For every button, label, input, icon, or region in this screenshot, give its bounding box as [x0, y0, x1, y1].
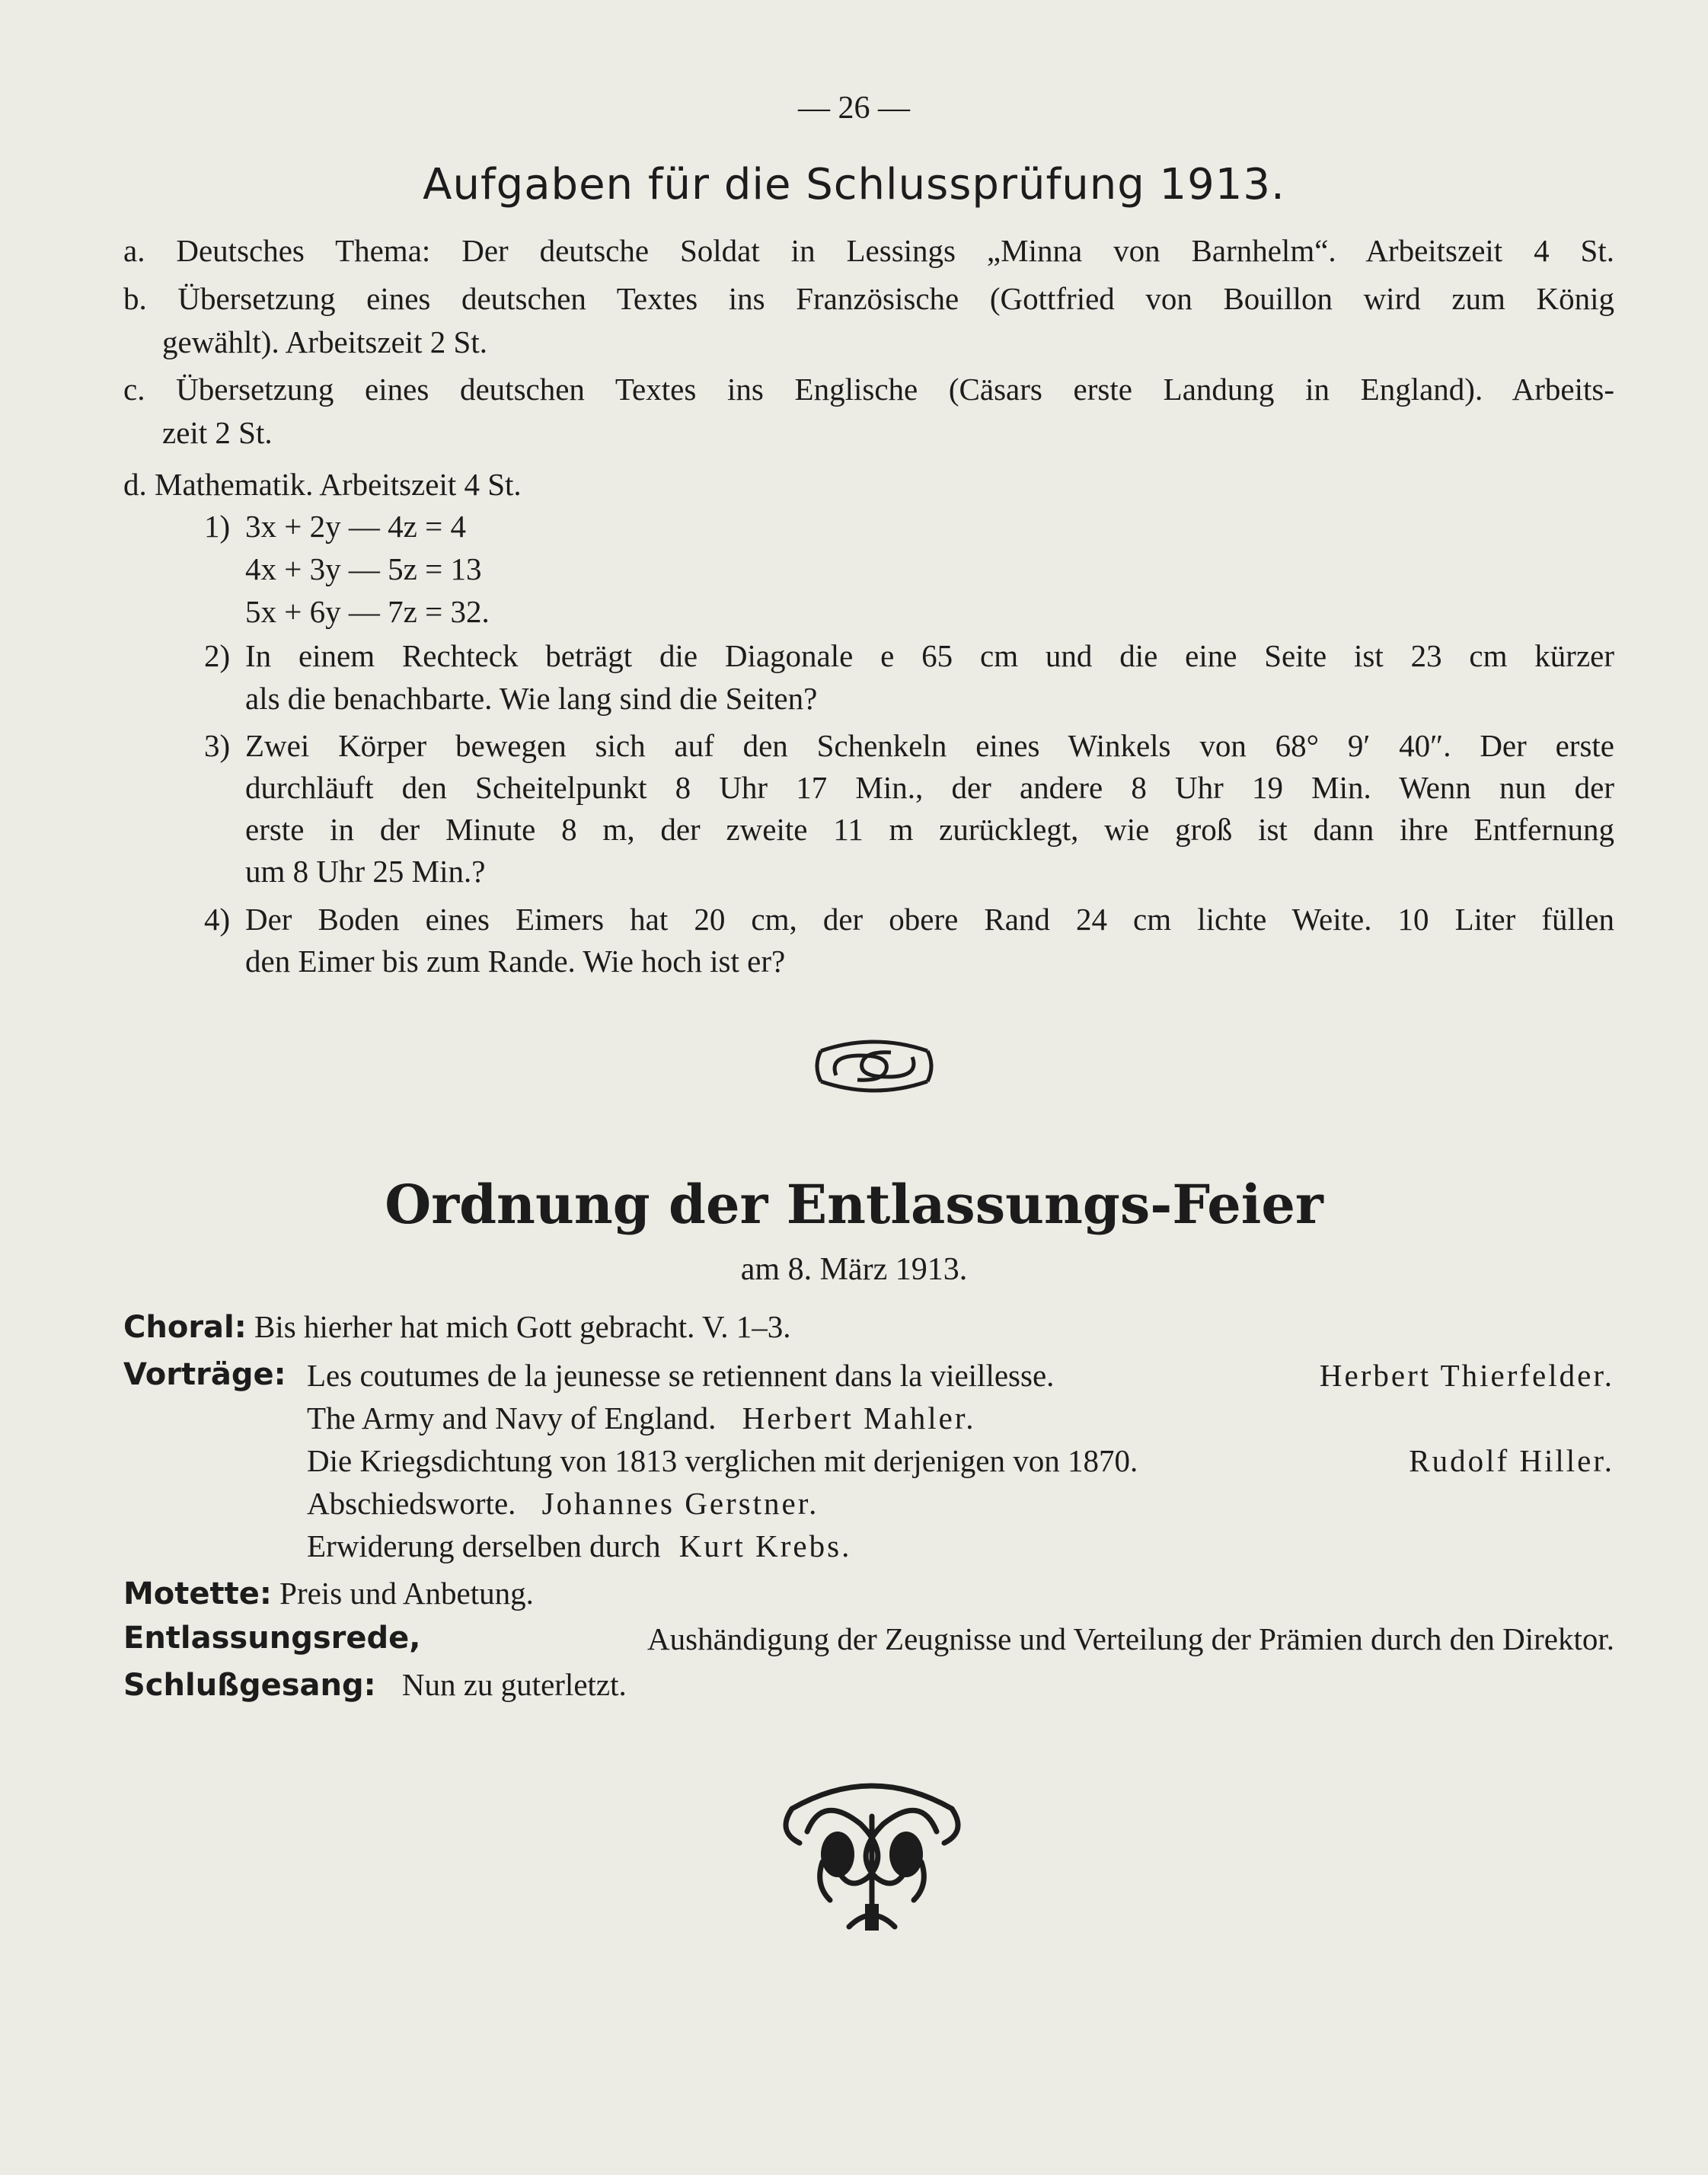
problem-1-number: 1) [204, 509, 231, 544]
vortrag-4 [307, 1485, 819, 1522]
schlussgesang-label: Schlußgesang: [123, 1668, 376, 1703]
vortrag-2-speaker: Herbert Mahler. [742, 1400, 976, 1436]
ceremony-date: am 8. März 1913. [740, 1252, 968, 1287]
motette-text: Preis und Anbetung. [279, 1576, 534, 1611]
vortrag-2 [307, 1400, 976, 1436]
vortrag-4-title: Abschiedsworte. [307, 1486, 516, 1521]
choral-text: Bis hierher hat mich Gott gebracht. V. 1–3. [254, 1309, 791, 1344]
exam-item-c-line2: zeit 2 St. [162, 415, 273, 450]
vortrag-3-title: Die Kriegsdichtung von 1813 verglichen mit derjenigen von 1870. [307, 1443, 1138, 1478]
problem-4-line2: den Eimer bis zum Rande. Wie hoch ist er? [245, 944, 786, 979]
problem-3-line3: erste in der Minute 8 m, der zweite 11 m zurücklegt, wie groß ist dann ihre Entfernung [245, 812, 1614, 847]
entlassungsrede-row [123, 1621, 1614, 1657]
problem-3-line4: um 8 Uhr 25 Min.? [245, 854, 486, 889]
exam-item-b-line2: gewählt). Arbeitszeit 2 St. [162, 324, 487, 359]
equation-3: 5x + 6y — 7z = 32. [245, 594, 490, 629]
entlassungsrede-label: Entlassungsrede, [123, 1621, 421, 1656]
equation-2: 4x + 3y — 5z = 13 [245, 551, 482, 586]
vortraege-label: Vorträge: [123, 1357, 286, 1392]
problem-2-line1: In einem Rechteck beträgt die Diagonale e 65 cm und die eine Seite ist 23 cm kürzer [245, 638, 1614, 673]
vortrag-3-speaker: Rudolf Hiller. [1409, 1443, 1614, 1478]
large-ornament-icon [777, 1771, 967, 1942]
motette-label: Motette: [123, 1576, 272, 1611]
vortrag-5 [307, 1528, 851, 1564]
vortrag-3 [307, 1442, 1614, 1479]
choral-label: Choral: [123, 1310, 247, 1345]
small-ornament-icon [813, 1036, 935, 1097]
vortrag-1-title: Les coutumes de la jeunesse se retiennent dans la vieillesse. [307, 1358, 1055, 1393]
exam-item-a: a. Deutsches Thema: Der deutsche Soldat in Lessings „Minna von Barnhelm“. Arbeitszeit 4 St. [123, 233, 1614, 268]
problem-2-number: 2) [204, 638, 231, 673]
vortrag-2-title: The Army and Navy of England. [307, 1400, 717, 1436]
vortrag-1 [307, 1357, 1614, 1394]
equation-1: 3x + 2y — 4z = 4 [245, 509, 466, 544]
motette-row [123, 1575, 534, 1611]
entlassungsrede-text: Aushändigung der Zeugnisse und Verteilung der Prämien durch den Direktor. [647, 1621, 1614, 1656]
vortrag-4-speaker: Johannes Gerstner. [541, 1486, 819, 1521]
problem-3-line2: durchläuft den Scheitelpunkt 8 Uhr 17 Min., der andere 8 Uhr 19 Min. Wenn nun der [245, 770, 1614, 805]
exam-item-c-line1: c. Übersetzung eines deutschen Textes ins Englische (Cäsars erste Landung in England). Arbeits- [123, 372, 1614, 407]
vortrag-1-speaker: Herbert Thierfelder. [1319, 1358, 1614, 1393]
problem-3-number: 3) [204, 728, 231, 763]
exam-title: Aufgaben für die Schlussprüfung 1913. [423, 160, 1285, 209]
problem-2-line2: als die benachbarte. Wie lang sind die Seiten? [245, 681, 818, 716]
ceremony-title: Ordnung der Entlassungs-Feier [385, 1173, 1323, 1236]
schlussgesang-row [123, 1666, 627, 1703]
page-number: — 26 — [798, 91, 910, 126]
exam-item-d: d. Mathematik. Arbeitszeit 4 St. [123, 467, 522, 502]
schlussgesang-text: Nun zu guterletzt. [401, 1667, 627, 1702]
problem-3-line1: Zwei Körper bewegen sich auf den Schenkeln eines Winkels von 68° 9′ 40″. Der erste [245, 728, 1614, 763]
problem-4-number: 4) [204, 902, 231, 937]
exam-item-b-line1: b. Übersetzung eines deutschen Textes ins Französische (Gottfried von Bouillon wird zum König [123, 281, 1614, 316]
problem-4-line1: Der Boden eines Eimers hat 20 cm, der obere Rand 24 cm lichte Weite. 10 Liter füllen [245, 902, 1614, 937]
choral-row [123, 1308, 790, 1345]
vortrag-5-title: Erwiderung derselben durch [307, 1528, 661, 1563]
vortrag-5-speaker: Kurt Krebs. [678, 1528, 852, 1563]
